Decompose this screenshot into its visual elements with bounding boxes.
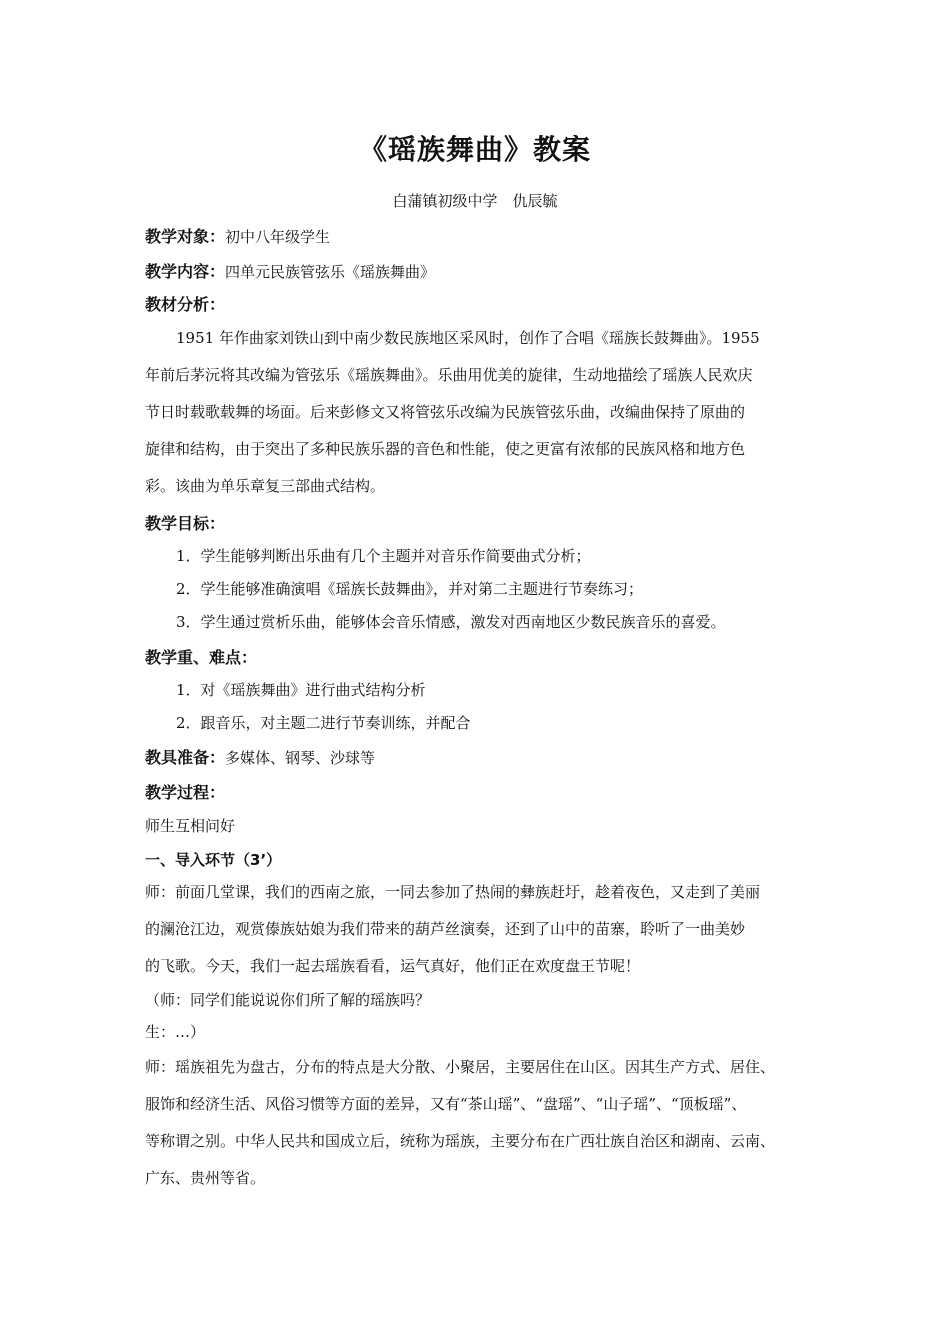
- goal-item: 1．学生能够判断出乐曲有几个主题并对音乐作简要曲式分析；: [176, 547, 591, 565]
- target-value: 初中八年级学生: [225, 228, 331, 246]
- author-line: 白蒲镇初级中学 仇辰毓: [392, 192, 558, 210]
- analysis-line: 1951 年作曲家刘铁山到中南少数民族地区采风时，创作了合唱《瑶族长鼓舞曲》。1955: [176, 329, 760, 347]
- greeting-line: 师生互相问好: [145, 817, 236, 835]
- key-point-item: 2．跟音乐，对主题二进行节奏训练，并配合: [176, 714, 471, 732]
- section-title: 一、导入环节（3’）: [145, 851, 282, 869]
- process-line: 生：…）: [145, 1023, 206, 1041]
- tools-label: 教具准备：: [145, 748, 226, 767]
- goal-item: 3．学生通过赏析乐曲，能够体会音乐情感，激发对西南地区少数民族音乐的喜爱。: [176, 613, 726, 631]
- process-line: 等称谓之别。中华人民共和国成立后，统称为瑶族，主要分布在广西壮族自治区和湖南、云南、: [145, 1132, 776, 1150]
- goal-item: 2．学生能够准确演唱《瑶族长鼓舞曲》，并对第二主题进行节奏练习；: [176, 580, 644, 598]
- process-line: 师：前面几堂课，我们的西南之旅，一同去参加了热闹的彝族赶圩，趁着夜色，又走到了美丽: [145, 883, 761, 901]
- analysis-heading: 教材分析：: [145, 295, 226, 314]
- goals-heading: 教学目标：: [145, 514, 226, 533]
- key-point-item: 1．对《瑶族舞曲》进行曲式结构分析: [176, 681, 426, 699]
- process-line: 师：瑶族祖先为盘古，分布的特点是大分散、小聚居，主要居住在山区。因其生产方式、居住、: [145, 1058, 776, 1076]
- analysis-line: 彩。该曲为单乐章复三部曲式结构。: [145, 477, 386, 495]
- tools-row: [145, 745, 825, 768]
- tools-value: 多媒体、钢琴、沙球等: [225, 749, 376, 767]
- content-label: 教学内容：: [145, 262, 226, 281]
- process-heading: 教学过程：: [145, 783, 226, 802]
- process-line: 的飞歌。今天，我们一起去瑶族看看，运气真好，他们正在欢度盘王节呢！: [145, 957, 641, 975]
- process-line: （师：同学们能说说你们所了解的瑶族吗？: [145, 991, 431, 1009]
- target-row: [145, 224, 825, 247]
- process-line: 的澜沧江边，观赏傣族姑娘为我们带来的葫芦丝演奏，还到了山中的苗寨，聆听了一曲美妙: [145, 920, 746, 938]
- content-value: 四单元民族管弦乐《瑶族舞曲》: [225, 263, 436, 281]
- target-label: 教学对象：: [145, 227, 226, 246]
- document-title: 《瑶族舞曲》教案: [358, 133, 591, 166]
- analysis-line: 年前后茅沅将其改编为管弦乐《瑶族舞曲》。乐曲用优美的旋律，生动地描绘了瑶族人民欢庆: [145, 366, 753, 384]
- key-points-heading: 教学重、难点：: [145, 648, 258, 667]
- content-row: [145, 259, 825, 282]
- process-line: 广东、贵州等省。: [145, 1169, 266, 1187]
- analysis-line: 旋律和结构，由于突出了多种民族乐器的音色和性能，使之更富有浓郁的民族风格和地方色: [145, 440, 746, 458]
- analysis-line: 节日时载歌载舞的场面。后来彭修文又将管弦乐改编为民族管弦乐曲，改编曲保持了原曲的: [145, 403, 746, 421]
- process-line: 服饰和经济生活、风俗习惯等方面的差异，又有“茶山瑶”、“盘瑶”、“山子瑶”、“顶板瑶”、: [145, 1095, 747, 1113]
